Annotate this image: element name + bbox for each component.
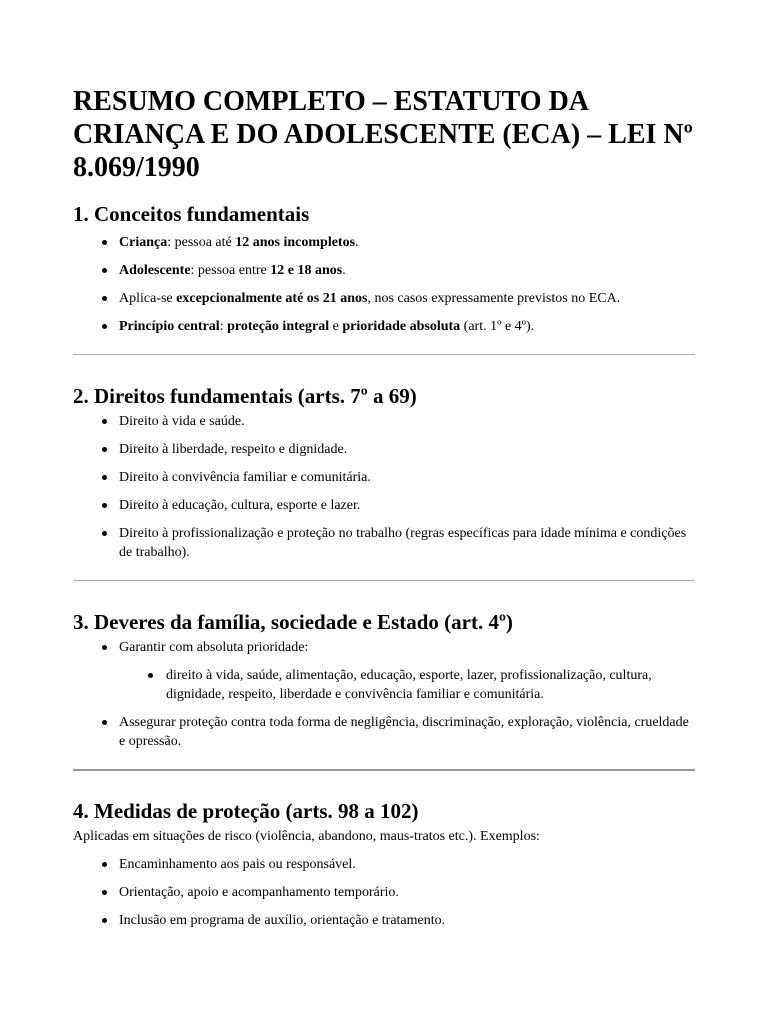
list-item: Assegurar proteção contra toda forma de negligência, discriminação, exploração, violência, crueldade e opressão. [73, 713, 695, 751]
list-item: Criança: pessoa até 12 anos incompletos. [73, 233, 695, 252]
list-item: Direito à convivência familiar e comunitária. [73, 468, 695, 487]
section-heading-direitos: 2. Direitos fundamentais (arts. 7º a 69) [73, 384, 417, 408]
section-heading-medidas: 4. Medidas de proteção (arts. 98 a 102) [73, 799, 419, 823]
section-heading-conceitos: 1. Conceitos fundamentais [73, 202, 310, 226]
list-item: Encaminhamento aos pais ou responsável. [73, 855, 695, 874]
section-divider [73, 354, 695, 355]
list-item: direito à vida, saúde, alimentação, educação, esporte, lazer, profissionalização, cultura, dignidade, respeito, liberdade e convivência familiar e comunitária. [119, 666, 695, 704]
list-item: Direito à liberdade, respeito e dignidade. [73, 440, 695, 459]
nested-list [119, 666, 695, 704]
list-item: Inclusão em programa de auxílio, orientação e tratamento. [73, 911, 695, 930]
section-divider [73, 580, 695, 581]
list-item: Direito à educação, cultura, esporte e lazer. [73, 496, 695, 515]
list-item: Aplica-se excepcionalmente até os 21 anos, nos casos expressamente previstos no ECA. [73, 289, 695, 308]
document-page [73, 85, 695, 930]
list-item: Princípio central: proteção integral e prioridade absoluta (art. 1º e 4º). [73, 317, 695, 336]
list-item: Orientação, apoio e acompanhamento temporário. [73, 883, 695, 902]
section-intro-medidas: Aplicadas em situações de risco (violência, abandono, maus-tratos etc.). Exemplos: [73, 829, 540, 844]
section-list-medidas [73, 855, 695, 930]
document-title: RESUMO COMPLETO – ESTATUTO DA CRIANÇA E DO ADOLESCENTE (ECA) – LEI Nº 8.069/1990 [73, 86, 693, 183]
section-list-conceitos [73, 233, 695, 336]
section-list-deveres [73, 638, 695, 751]
list-item: Direito à vida e saúde. [73, 412, 695, 431]
list-item: Direito à profissionalização e proteção no trabalho (regras específicas para idade mínima e condições de trabalho). [73, 524, 695, 562]
section-list-direitos [73, 412, 695, 562]
list-item: Adolescente: pessoa entre 12 e 18 anos. [73, 261, 695, 280]
list-item: Garantir com absoluta prioridade: direito à vida, saúde, alimentação, educação, esporte, lazer, profissionalização, cultura, dignidade, respeito, liberdade e convivência familiar e comunitária. [73, 638, 695, 704]
section-heading-deveres: 3. Deveres da família, sociedade e Estado (art. 4º) [73, 610, 513, 634]
section-divider [73, 769, 695, 771]
